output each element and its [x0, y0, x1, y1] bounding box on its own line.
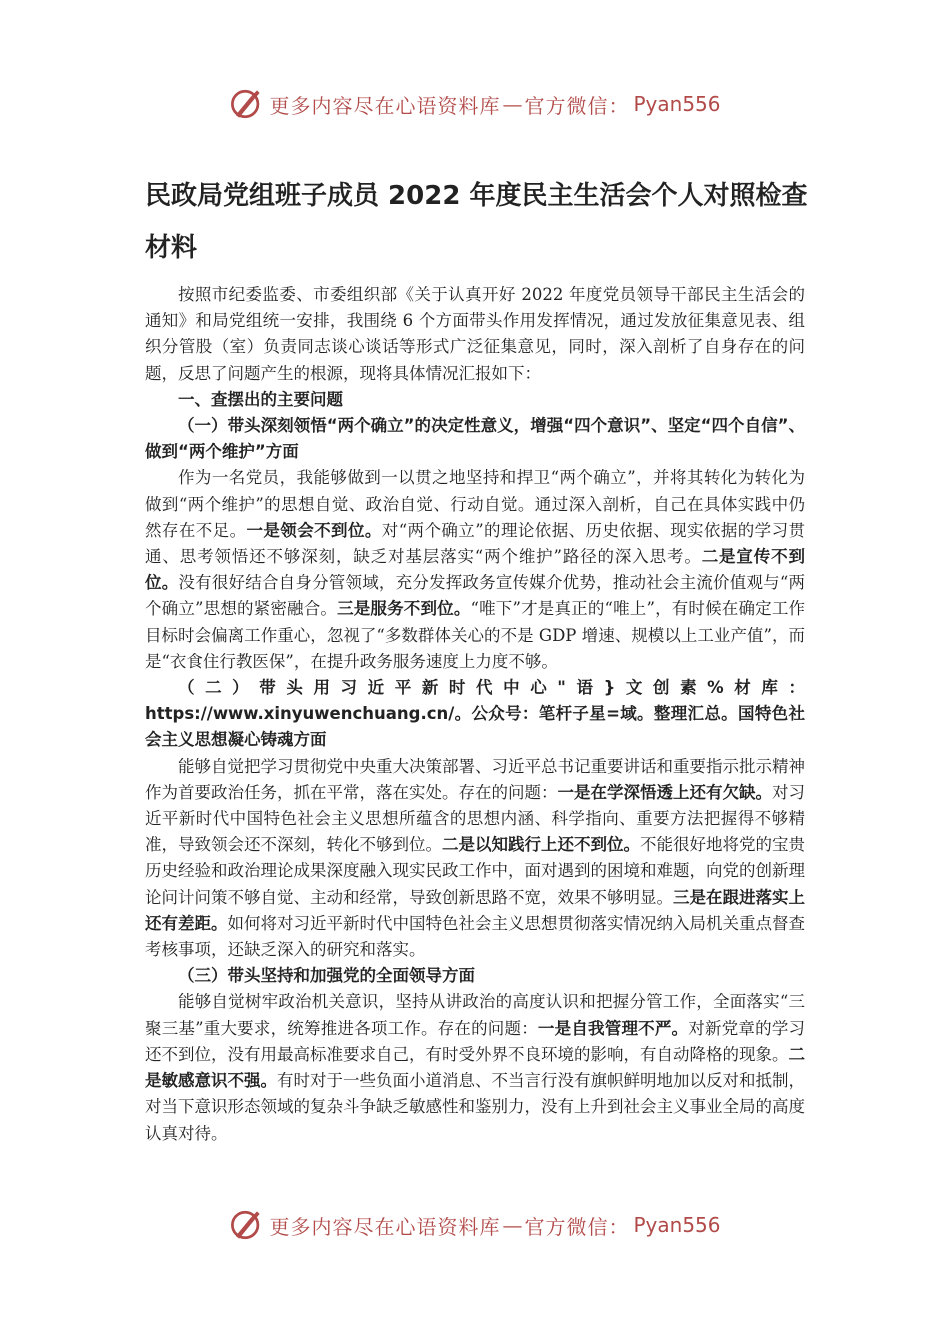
paragraph-sub1: 作为一名党员，我能够做到一以贯之地坚持和捍卫“两个确立”，并将其转化为转化为做到“两个维护”的思想自觉、政治自觉、行动自觉。通过深入剖析，自己在具体实践中仍然存在不足。一是领会不到位。对“两个确立”的理论依据、历史依据、现实依据的学习贯通、思考领悟还不够深刻，缺乏对基层落实“两个维护”路径的深入思考。二是宣传不到位。没有很好结合自身分管领域，充分发挥政务宣传媒介优势，推动社会主流价值观与“两个确立”思想的紧密融合。三是服务不到位。“唯下”才是真正的“唯上”，有时候在确定工作目标时会偏离工作重心，忽视了“多数群体关心的不是 GDP 增速、规模以上工业产值”，而是“衣食住行教医保”，在提升政务服务速度上力度不够。 — [145, 468, 806, 671]
subsection-heading-3: （三）带头坚持和加强党的全面领导方面 — [178, 966, 475, 986]
point-3: 三是服务不到位。 — [337, 599, 471, 619]
header-banner — [0, 84, 950, 124]
pen-logo-icon — [229, 1208, 263, 1242]
point-3: 三是在跟进落实上还有差距。 — [145, 887, 805, 933]
banner-dash: — — [502, 92, 523, 116]
document-body — [145, 282, 805, 1147]
point-2: 二是宣传不到位。 — [145, 547, 805, 593]
intro-paragraph: 按照市纪委监委、市委组织部《关于认真开好 2022 年度党员领导干部民主生活会的通知》和局党组统一安排，我围绕 6 个方面带头作用发挥情况，通过发放征集意见表、组织分管股（室）负责同志谈心谈话等形式广泛征集意见，同时，深入剖析了自身存在的问题，反思了问题产生的根源，现将具体情况汇报如下： — [145, 285, 805, 383]
banner-brand: 更多内容尽在心语资料库 — [269, 1214, 501, 1239]
website-link[interactable]: www.xinyuwenchuang.cn/ — [212, 704, 455, 724]
banner-wechat-label: 官方微信： — [524, 93, 630, 118]
pen-logo-icon — [229, 87, 263, 121]
banner-brand: 更多内容尽在心语资料库 — [269, 93, 501, 118]
point-1: 一是在学深悟透上还有欠缺。 — [557, 782, 772, 802]
paragraph-sub3: 能够自觉树牢政治机关意识，坚持从讲政治的高度认识和把握分管工作，全面落实“三聚三基”重大要求，统筹推进各项工作。存在的问题：一是自我管理不严。对新党章的学习还不到位，没有用最高标准要求自己，有时受外界不良环境的影响，有自动降格的现象。二是敏感意识不强。有时对于一些负面小道消息、不当言行没有旗帜鲜明地加以反对和抵制，对当下意识形态领域的复杂斗争缺乏敏感性和鉴别力，没有上升到社会主义事业全局的高度认真对待。 — [145, 992, 806, 1143]
document-title: 民政局党组班子成员 2022 年度民主生活会个人对照检查材料 — [145, 181, 808, 263]
banner-dash: — — [502, 1213, 523, 1237]
point-2: 二是以知践行上还不到位。 — [442, 835, 640, 855]
section-heading-1: 一、查摆出的主要问题 — [178, 389, 343, 409]
point-1: 一是领会不到位。 — [246, 520, 382, 540]
banner-wechat-id: Pyan556 — [633, 92, 721, 116]
subsection-heading-1: （一）带头深刻领悟“两个确立”的决定性意义，增强“四个意识”、坚定“四个自信”、做到“两个维护”方面 — [145, 416, 805, 462]
subsection-heading-2: （二）带头用习近平新时代中心"语}文创素%材库：https://www.xinyuwenchuang.cn/。公众号：笔杆子星=域。整理汇总。国特色社会主义思想凝心铸魂方面 — [145, 678, 805, 750]
banner-wechat-label: 官方微信： — [524, 1214, 630, 1239]
point-1: 一是自我管理不严。 — [537, 1018, 689, 1038]
footer-banner — [0, 1205, 950, 1245]
banner-wechat-id: Pyan556 — [633, 1213, 721, 1237]
point-2: 二是敏感意识不强。 — [145, 1044, 805, 1091]
paragraph-sub2: 能够自觉把学习贯彻党中央重大决策部署、习近平总书记重要讲话和重要指示批示精神作为首要政治任务，抓在平常，落在实处。存在的问题：一是在学深悟透上还有欠缺。对习近平新时代中国特色社会主义思想所蕴含的思想内涵、科学指向、重要方法把握得不够精准，导致领会还不深刻，转化不够到位。二是以知践行上还不到位。不能很好地将党的宝贵历史经验和政治理论成果深度融入现实民政工作中，面对遇到的困境和难题，向党的创新理论问计问策不够自觉、主动和经常，导致创新思路不宽，效果不够明显。三是在跟进落实上还有差距。如何将对习近平新时代中国特色社会主义思想贯彻落实情况纳入局机关重点督查考核事项，还缺乏深入的研究和落实。 — [145, 756, 805, 960]
